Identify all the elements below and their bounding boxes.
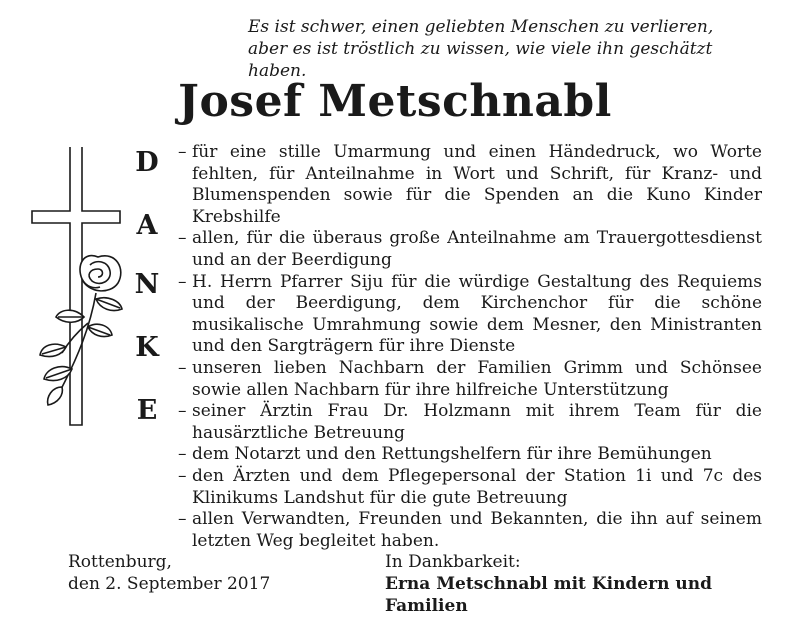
quote — [248, 16, 768, 82]
thanks-list — [178, 142, 762, 552]
danke-letter: A — [136, 210, 158, 241]
thanks-item: – dem Notarzt und den Rettungshelfern für ihre Bemühungen — [178, 444, 762, 466]
date: den 2. September 2017 — [68, 574, 271, 594]
quote-line-2: aber es ist tröstlich zu wissen, wie viele ihn geschätzt haben. — [248, 39, 713, 81]
place-and-date — [68, 551, 270, 595]
deceased-name: Josef Metschnabl — [178, 76, 612, 127]
signature-block — [385, 551, 790, 617]
danke-letter: K — [135, 332, 159, 363]
thanks-item: – allen Verwandten, Freunden und Bekannten, die ihn auf seinem letzten Weg begleitet haben. — [178, 509, 762, 552]
thanks-item: – für eine stille Umarmung und einen Händedruck, wo Worte fehlten, für Anteilnahme in Wort und Schrift, für Kranz- und Blumenspenden sowie für die Spenden an die Kuno Kinder Krebshilfe — [178, 142, 762, 228]
thanks-item: – allen, für die überaus große Anteilnahme am Trauergottesdienst und an der Beerdigung — [178, 228, 762, 271]
closing-line: In Dankbarkeit: — [385, 552, 521, 572]
quote-line-1: Es ist schwer, einen geliebten Menschen zu verlieren, — [248, 17, 714, 37]
thanks-item: – unseren lieben Nachbarn der Familien Grimm und Schönsee sowie allen Nachbarn für ihre hilfreiche Unterstützung — [178, 358, 762, 401]
family-signature: Erna Metschnabl mit Kindern und Familien — [385, 574, 712, 616]
thanks-item: – H. Herrn Pfarrer Siju für die würdige Gestaltung des Requiems und der Beerdigung, dem Kirchenchor für die schöne musikalische Umrahmung sowie dem Mesner, den Ministranten und den Sargträgern für ihre Dienste — [178, 272, 762, 358]
cross-with-rose-icon — [26, 147, 136, 427]
danke-letter: D — [135, 147, 159, 178]
thanks-item: – den Ärzten und dem Pflegepersonal der Station 1i und 7c des Klinikums Landshut für die gute Betreuung — [178, 466, 762, 509]
danke-letter: E — [136, 395, 158, 426]
danke-letter: N — [134, 269, 160, 300]
place: Rottenburg, — [68, 552, 172, 572]
thanks-item: – seiner Ärztin Frau Dr. Holzmann mit ihrem Team für die hausärztliche Betreuung — [178, 401, 762, 444]
